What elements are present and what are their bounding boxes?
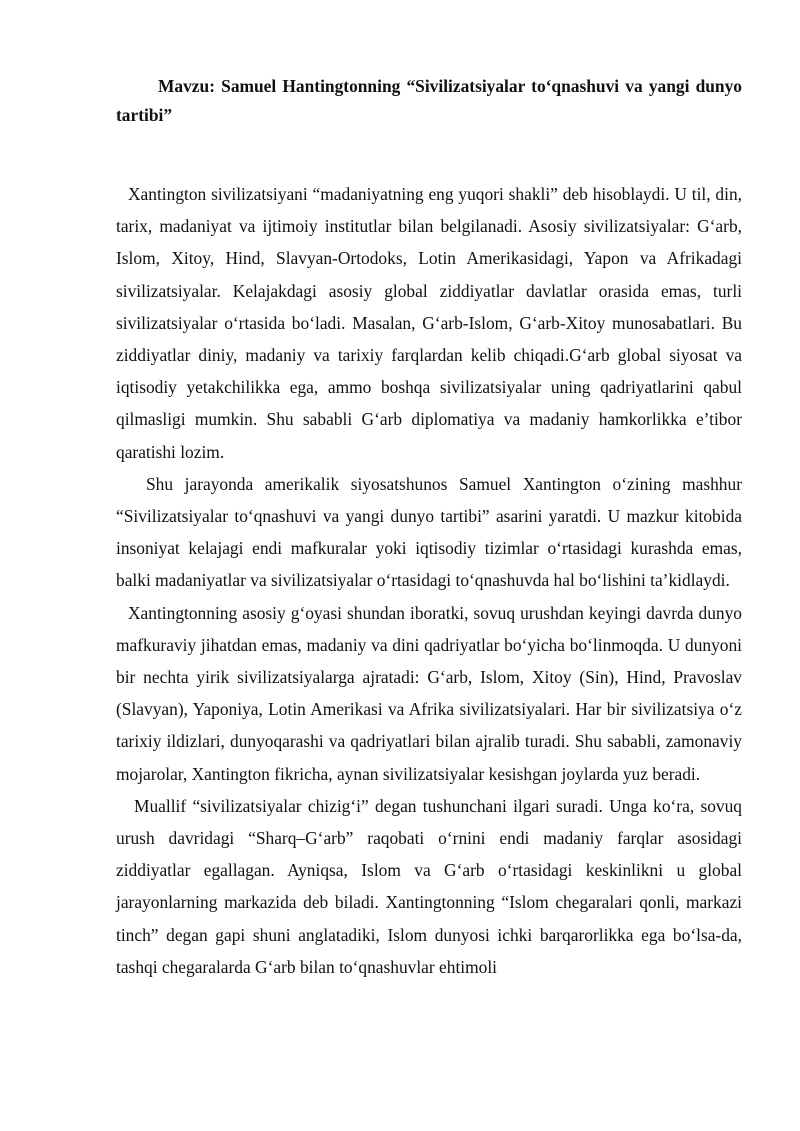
- paragraph-2: Shu jarayonda amerikalik siyosatshunos Samuel Xantington o‘zining mashhur “Sivilizatsiyalar to‘qnashuvi va yangi dunyo tartibi” asarini yaratdi. U mazkur kitobida insoniyat kelajagi endi mafkuralar yoki iqtisodiy tizimlar o‘rtasidagi kurashda emas, balki madaniyatlar va sivilizatsiyalar o‘rtasidagi to‘qnashuvda hal bo‘lishini ta’kidlaydi.: [116, 473, 742, 591]
- paragraph-1: Xantington sivilizatsiyani “madaniyatning eng yuqori shakli” deb hisoblaydi. U til, din, tarix, madaniyat va ijtimoiy institutlar bilan belgilanadi. Asosiy sivilizatsiyalar: G‘arb, Islom, Xitoy, Hind, Slavyan-Ortodoks, Lotin Amerikasidagi, Yapon va Afrikadagi sivilizatsiyalar. Kelajakdagi asosiy global ziddiyatlar davlatlar orasida emas, turli sivilizatsiyalar o‘rtasida bo‘ladi. Masalan, G‘arb-Islom, G‘arb-Xitoy munosabatlari. Bu ziddiyatlar diniy, madaniy va tarixiy farqlardan kelib chiqadi.G‘arb global siyosat va iqtisodiy yetakchilikka ega, ammo boshqa sivilizatsiyalar uning qadriyatlarini qabul qilmasligi mumkin. Shu sababli G‘arb diplomatiya va madaniy hamkorlikka e’tibor qaratishi lozim.: [116, 184, 742, 462]
- paragraph-3: Xantingtonning asosiy g‘oyasi shundan iboratki, sovuq urushdan keyingi davrda dunyo mafkuraviy jihatdan emas, madaniy va dini qadriyatlar bo‘yicha bo‘linmoqda. U dunyoni bir nechta yirik sivilizatsiyalarga ajratadi: G‘arb, Islom, Xitoy (Sin), Hind, Pravoslav (Slavyan), Yaponiya, Lotin Amerikasi va Afrika sivilizatsiyalari. Har bir sivilizatsiya o‘z tarixiy ildizlari, dunyoqarashi va qadriyatlari bilan ajralib turadi. Shu sababli, zamonaviy mojarolar, Xantington fikricha, aynan sivilizatsiyalar kesishgan joylarda yuz beradi.: [116, 602, 742, 784]
- document-page: [116, 72, 742, 983]
- title-spacer: [116, 130, 742, 178]
- document-title: Mavzu: Samuel Hantingtonning “Sivilizatsiyalar to‘qnashuvi va yangi dunyo tartibi”: [116, 76, 742, 125]
- paragraph-4: Muallif “sivilizatsiyalar chizig‘i” degan tushunchani ilgari suradi. Unga ko‘ra, sovuq urush davridagi “Sharq–G‘arb” raqobati o‘rnini endi madaniy farqlar asosidagi ziddiyatlar egallagan. Ayniqsa, Islom va G‘arb o‘rtasidagi keskinlikni u global jarayonlarning markazida deb biladi. Xantingtonning “Islom chegaralari qonli, markazi tinch” degan gapi shuni anglatadiki, Islom dunyosi ichki barqarorlikka ega bo‘lsa-da, tashqi chegaralarda G‘arb bilan to‘qnashuvlar ehtimoli: [116, 795, 742, 977]
